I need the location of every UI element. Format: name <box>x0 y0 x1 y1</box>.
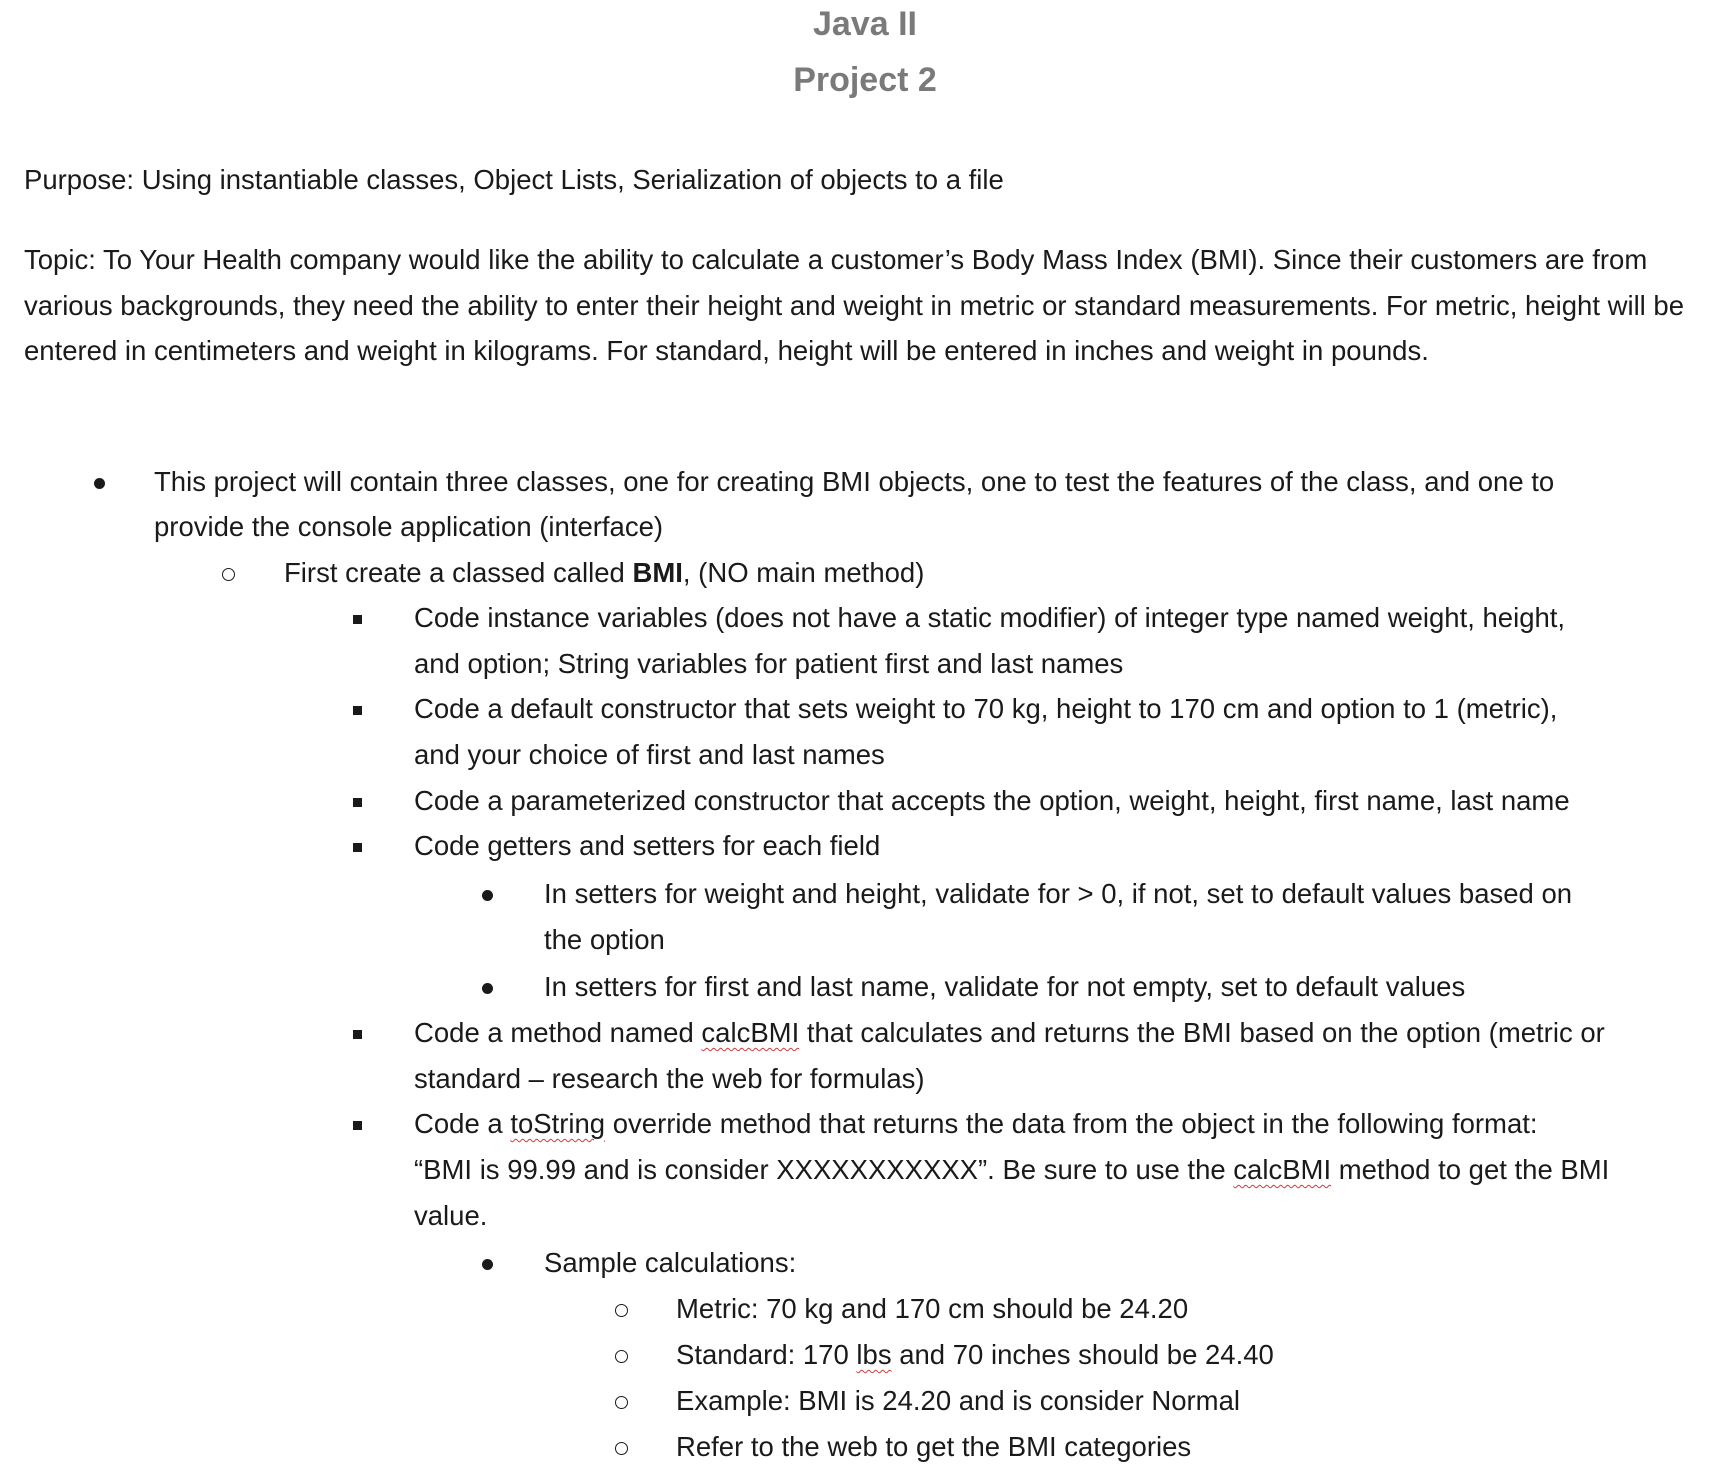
spellcheck-word-calcbmi: calcBMI <box>1233 1154 1332 1185</box>
item6-suffix: override method that returns the data from the object in the following format: <box>605 1108 1538 1139</box>
sub1-line <box>284 550 924 596</box>
bullet-disc-marker <box>472 871 502 917</box>
bullet-circle-marker <box>606 1424 636 1470</box>
purpose-paragraph: Purpose: Using instantiable classes, Object Lists, Serialization of objects to a file <box>24 164 1004 195</box>
item6-line3: value. <box>414 1200 488 1231</box>
doc-title-project: Project 2 <box>793 61 937 99</box>
item5-suffix: that calculates and returns the BMI based on the option (metric or <box>799 1017 1605 1048</box>
bullet-square-marker <box>342 686 372 732</box>
item4b-line: In setters for first and last name, validate for not empty, set to default values <box>544 971 1466 1002</box>
sample-metric: Metric: 70 kg and 170 cm should be 24.20 <box>676 1293 1189 1324</box>
sample-categories: Refer to the web to get the BMI categories <box>676 1431 1192 1462</box>
sample-example: Example: BMI is 24.20 and is consider Normal <box>676 1385 1240 1416</box>
item4a-line2: the option <box>544 924 665 955</box>
spellcheck-word-lbs: lbs <box>856 1339 892 1370</box>
item4-line: Code getters and setters for each field <box>414 830 881 861</box>
item2-line1: Code a default constructor that sets weight to 70 kg, height to 170 cm and option to 1 (metric), <box>414 693 1558 724</box>
class-name-bmi: BMI <box>632 557 683 588</box>
bullet1-line2: provide the console application (interface) <box>154 511 664 542</box>
sample-heading: Sample calculations: <box>544 1247 797 1278</box>
bullet1-line1: This project will contain three classes, one for creating BMI objects, one to test the features of the class, and one to <box>154 466 1555 497</box>
bullet-square-marker <box>342 1010 372 1056</box>
bullet-circle-marker <box>606 1378 636 1424</box>
item6-line2-suffix: method to get the BMI <box>1331 1154 1610 1185</box>
item6-prefix: Code a <box>414 1108 511 1139</box>
item1-line2: and option; String variables for patient first and last names <box>414 648 1124 679</box>
sample-standard <box>676 1332 1274 1378</box>
item6-line1 <box>414 1101 1538 1147</box>
item3-line: Code a parameterized constructor that accepts the option, weight, height, first name, last name <box>414 785 1570 816</box>
spellcheck-word-calcbmi: calcBMI <box>701 1017 800 1048</box>
sample-standard-suffix: and 70 inches should be 24.40 <box>891 1339 1274 1370</box>
item5-prefix: Code a method named <box>414 1017 702 1048</box>
bullet-disc-marker <box>472 1240 502 1286</box>
item5-line1 <box>414 1010 1605 1056</box>
spellcheck-word-tostring: toString <box>510 1108 606 1139</box>
item4a-line1: In setters for weight and height, validate for > 0, if not, set to default values based on <box>544 878 1573 909</box>
bullet-square-marker <box>342 778 372 824</box>
bullet-disc-marker <box>472 964 502 1010</box>
bullet-circle-marker <box>606 1286 636 1332</box>
sub1-suffix: , (NO main method) <box>682 557 925 588</box>
item6-line2 <box>414 1147 1609 1193</box>
doc-title-course: Java II <box>813 5 917 43</box>
item6-line2-prefix: “BMI is 99.99 and is consider XXXXXXXXXXX”. Be sure to use the <box>414 1154 1234 1185</box>
bullet-square-marker <box>342 595 372 641</box>
bullet-square-marker <box>342 1101 372 1147</box>
bullet-circle-marker <box>213 550 243 596</box>
bullet-circle-marker <box>606 1332 636 1378</box>
item1-line1: Code instance variables (does not have a static modifier) of integer type named weight, height, <box>414 602 1566 633</box>
sample-standard-prefix: Standard: 170 <box>676 1339 857 1370</box>
bullet-square-marker <box>342 823 372 869</box>
bullet-disc-marker <box>84 459 114 505</box>
item2-line2: and your choice of first and last names <box>414 739 885 770</box>
sub1-prefix: First create a classed called <box>284 557 633 588</box>
item5-line2: standard – research the web for formulas) <box>414 1063 925 1094</box>
topic-paragraph: Topic: To Your Health company would like the ability to calculate a customer’s Body Mass Index (BMI). Since their customers are from various backgrounds, they need the ability to enter their height and weight in metric or standard measurements. For metric, height will be entered in centimeters and weight in kilograms. For standard, height will be entered in inches and weight in pounds. <box>24 244 1685 366</box>
